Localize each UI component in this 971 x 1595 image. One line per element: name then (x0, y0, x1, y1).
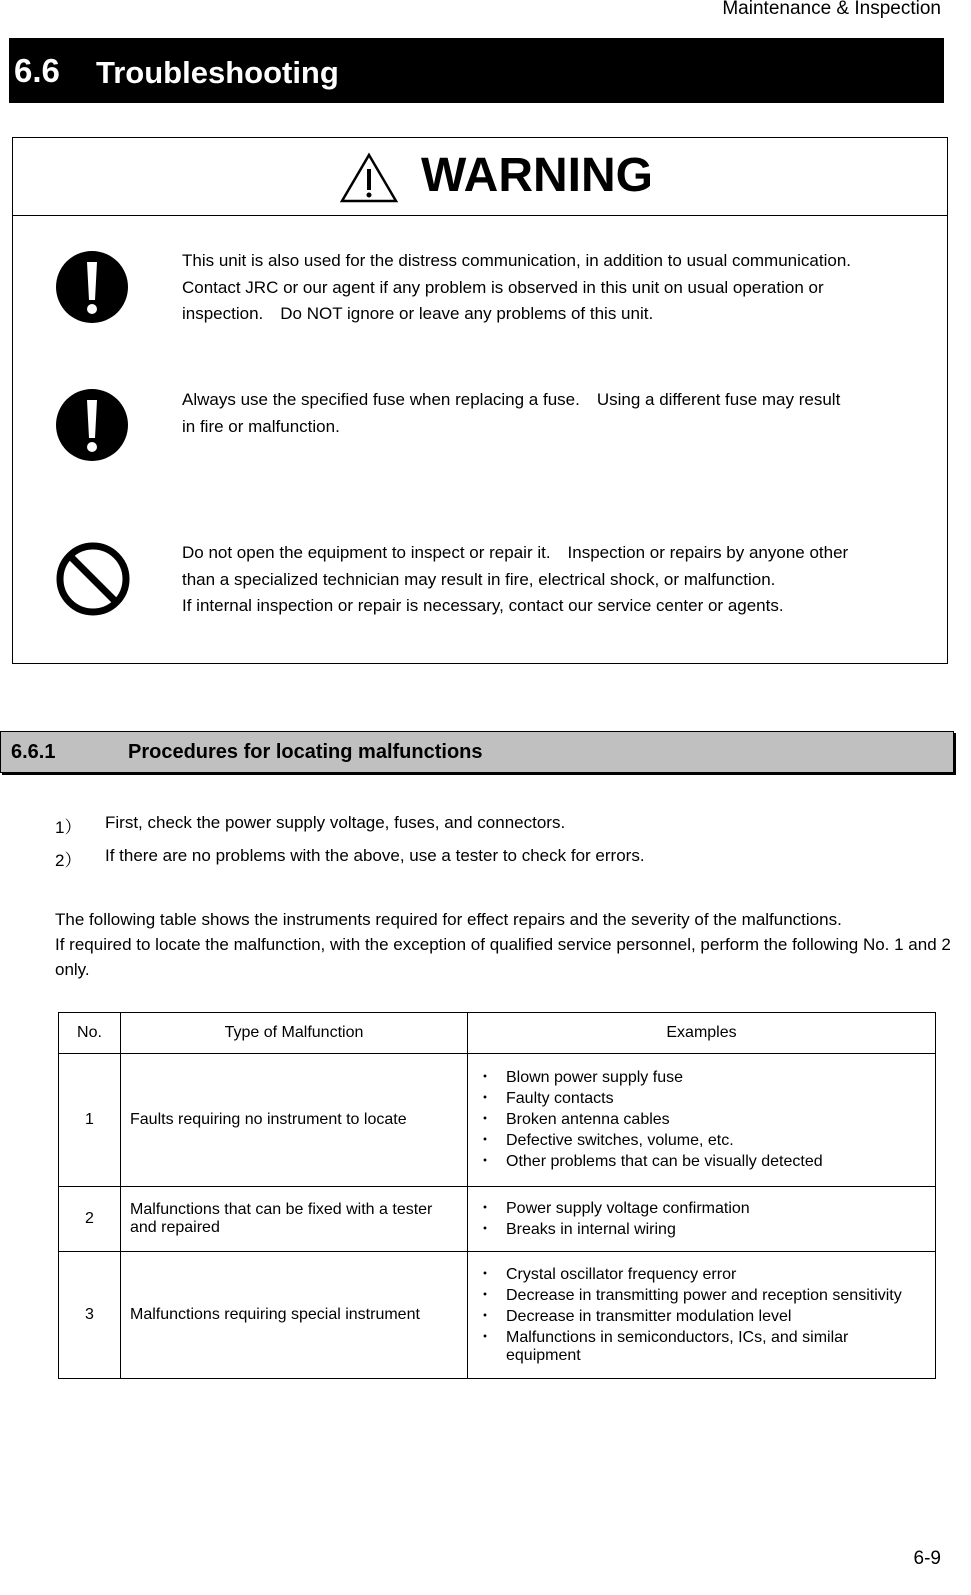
warning-label: WARNING (421, 149, 653, 202)
warning-line: This unit is also used for the distress communication, in addition to usual communication. (182, 251, 851, 270)
warning-line: Do not open the equipment to inspect or repair it. Inspection or repairs by anyone other (182, 543, 849, 562)
table-row (59, 1054, 936, 1187)
intro-line: If required to locate the malfunction, with the exception of qualified service personnel, perform the following No. 1 and 2 only. (55, 935, 951, 979)
warning-line: Contact JRC or our agent if any problem is observed in this unit on usual operation or (182, 277, 824, 297)
step-number: 1） (55, 818, 82, 837)
cell-type: Malfunctions that can be fixed with a tester and repaired (121, 1187, 468, 1252)
warning-header (13, 138, 947, 216)
mandatory-exclamation-icon (55, 250, 129, 324)
example-item: ・ Malfunctions in semiconductors, ICs, and similar equipment (477, 1329, 926, 1365)
warning-triangle-icon (339, 152, 399, 204)
warning-item-3 (182, 540, 848, 620)
warning-line: in fire or malfunction. (182, 416, 340, 436)
running-header: Maintenance & Inspection (722, 0, 941, 19)
cell-type: Malfunctions requiring special instrument (121, 1252, 468, 1379)
subsection-number: 6.6.1 (11, 741, 56, 763)
example-item: ・ Crystal oscillator frequency error (477, 1266, 926, 1284)
table-row (59, 1187, 936, 1252)
example-item: ・ Blown power supply fuse (477, 1069, 926, 1087)
step-number: 2） (55, 851, 82, 870)
cell-no: 1 (59, 1054, 121, 1187)
example-item: ・ Breaks in internal wiring (477, 1221, 926, 1239)
example-item: ・ Defective switches, volume, etc. (477, 1132, 926, 1150)
table-row (59, 1252, 936, 1379)
example-item: ・ Other problems that can be visually detected (477, 1153, 926, 1171)
section-title: Troubleshooting (96, 55, 339, 90)
warning-item-1 (182, 248, 851, 328)
intro-line: The following table shows the instruments required for effect repairs and the severity of the malfunctions. (55, 910, 842, 929)
warning-box (12, 137, 948, 664)
cell-examples (468, 1187, 936, 1252)
step-text: First, check the power supply voltage, fuses, and connectors. (105, 813, 566, 832)
example-item: ・ Decrease in transmitter modulation level (477, 1308, 926, 1326)
page-number: 6-9 (913, 1548, 941, 1569)
cell-type: Faults requiring no instrument to locate (121, 1054, 468, 1187)
section-number: 6.6 (14, 52, 60, 89)
malfunction-table (58, 1012, 936, 1379)
header-examples: Examples (468, 1013, 936, 1054)
section-title-bar (9, 38, 944, 103)
cell-examples (468, 1252, 936, 1379)
intro-paragraph (55, 907, 955, 982)
warning-line: Always use the specified fuse when replacing a fuse. Using a different fuse may result (182, 390, 841, 409)
header-no: No. (59, 1013, 121, 1054)
table-header-row (59, 1013, 936, 1054)
cell-no: 2 (59, 1187, 121, 1252)
subsection-title-bar (0, 731, 954, 773)
header-type: Type of Malfunction (121, 1013, 468, 1054)
warning-line: than a specialized technician may result in fire, electrical shock, or malfunction. (182, 569, 776, 589)
warning-item-2 (182, 387, 840, 440)
subsection-title: Procedures for locating malfunctions (128, 741, 483, 763)
warning-line: If internal inspection or repair is necessary, contact our service center or agents. (182, 596, 784, 615)
cell-no: 3 (59, 1252, 121, 1379)
warning-line: inspection. Do NOT ignore or leave any problems of this unit. (182, 304, 654, 323)
mandatory-exclamation-icon (55, 388, 129, 462)
example-item: ・ Power supply voltage confirmation (477, 1200, 926, 1218)
cell-examples (468, 1054, 936, 1187)
step-text: If there are no problems with the above, use a tester to check for errors. (105, 846, 645, 865)
prohibition-icon (55, 541, 131, 617)
example-item: ・ Broken antenna cables (477, 1111, 926, 1129)
example-item: ・ Faulty contacts (477, 1090, 926, 1108)
example-item: ・ Decrease in transmitting power and reception sensitivity (477, 1287, 926, 1305)
